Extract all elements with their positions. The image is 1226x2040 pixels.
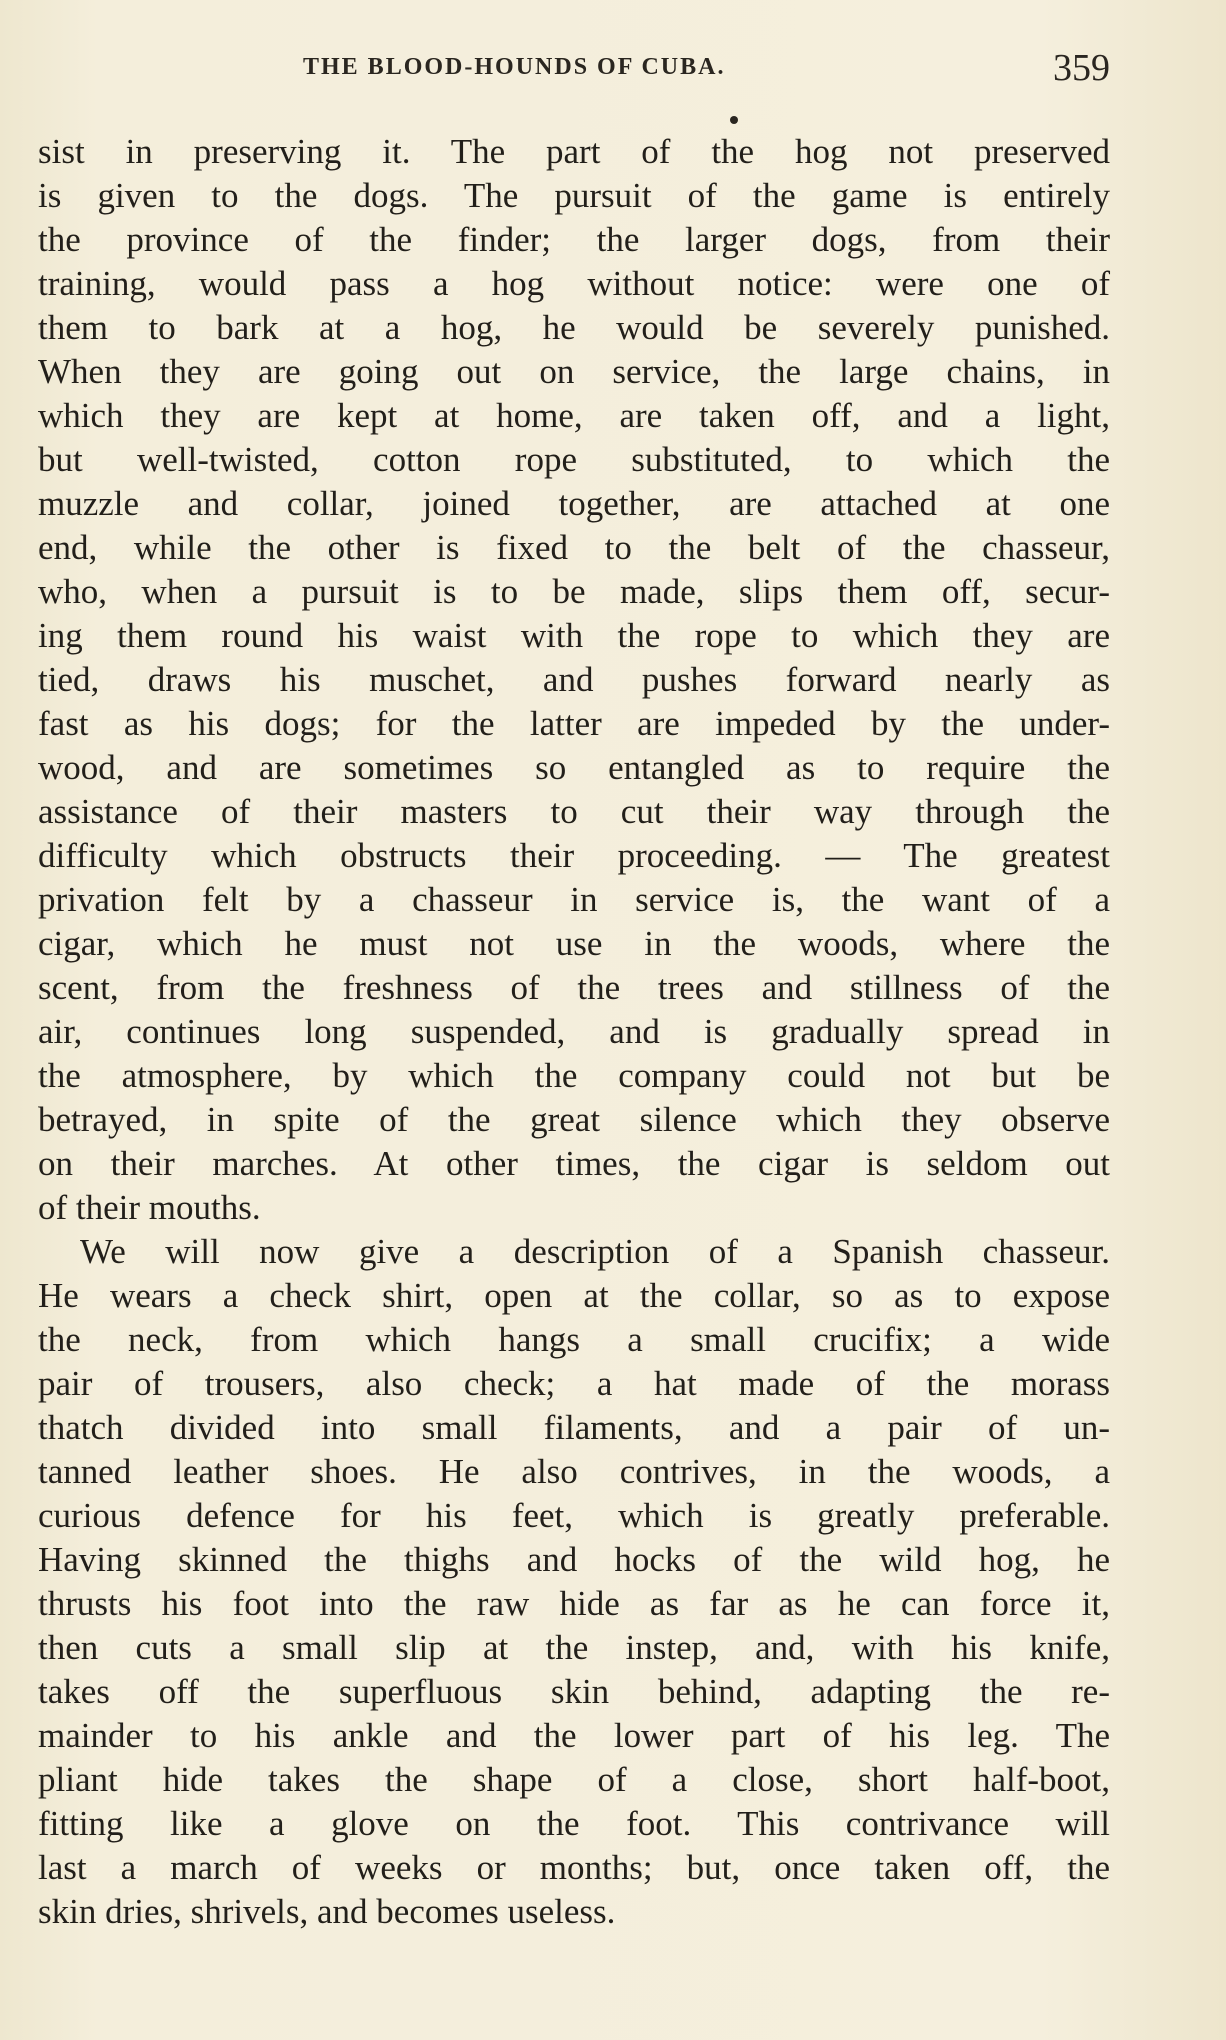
text-line: last a march of weeks or months; but, once taken off, the <box>38 1848 1110 1887</box>
text-line: pair of trousers, also check; a hat made of the morass <box>38 1364 1110 1403</box>
text-line: thrusts his foot into the raw hide as far as he can force it, <box>38 1584 1110 1623</box>
text-line: the atmosphere, by which the company could not but be <box>38 1056 1110 1095</box>
text-line: assistance of their masters to cut their way through the <box>38 792 1110 831</box>
text-line: pliant hide takes the shape of a close, short half-boot, <box>38 1760 1110 1799</box>
text-line: then cuts a small slip at the instep, and, with his knife, <box>38 1628 1110 1667</box>
text-line: the province of the finder; the larger dogs, from their <box>38 220 1110 259</box>
body-text <box>38 130 1110 1934</box>
text-line: which they are kept at home, are taken off, and a light, <box>38 396 1110 435</box>
page-number: 359 <box>1053 47 1110 89</box>
text-line: is given to the dogs. The pursuit of the game is entirely <box>38 176 1110 215</box>
running-head: THE BLOOD-HOUNDS OF CUBA. <box>303 54 726 80</box>
text-line: thatch divided into small filaments, and a pair of un- <box>38 1408 1110 1447</box>
text-line: We will now give a description of a Spanish chasseur. <box>80 1232 1110 1271</box>
paragraph-2 <box>38 1230 1110 1934</box>
text-line: of their mouths. <box>38 1188 261 1227</box>
text-line: end, while the other is fixed to the belt of the chasseur, <box>38 528 1110 567</box>
text-line: tanned leather shoes. He also contrives, in the woods, a <box>38 1452 1110 1491</box>
text-line: the neck, from which hangs a small crucifix; a wide <box>38 1320 1110 1359</box>
text-line: tied, draws his muschet, and pushes forward nearly as <box>38 660 1110 699</box>
text-line: on their marches. At other times, the cigar is seldom out <box>38 1144 1110 1183</box>
text-line: ing them round his waist with the rope to which they are <box>38 616 1110 655</box>
text-line: muzzle and collar, joined together, are attached at one <box>38 484 1110 523</box>
text-line: them to bark at a hog, he would be severely punished. <box>38 308 1110 347</box>
text-line: sist in preserving it. The part of the hog not preserved <box>38 132 1110 171</box>
text-line: privation felt by a chasseur in service is, the want of a <box>38 880 1110 919</box>
text-line: fitting like a glove on the foot. This contrivance will <box>38 1804 1110 1843</box>
text-line: cigar, which he must not use in the woods, where the <box>38 924 1110 963</box>
text-line: difficulty which obstructs their proceeding. — The greatest <box>38 836 1110 875</box>
text-line: Having skinned the thighs and hocks of the wild hog, he <box>38 1540 1110 1579</box>
text-line: skin dries, shrivels, and becomes useless. <box>38 1892 616 1931</box>
text-line: curious defence for his feet, which is greatly preferable. <box>38 1496 1110 1535</box>
text-line: betrayed, in spite of the great silence which they observe <box>38 1100 1110 1139</box>
text-line: When they are going out on service, the large chains, in <box>38 352 1110 391</box>
page-header <box>38 46 1110 96</box>
text-line: who, when a pursuit is to be made, slips them off, secur- <box>38 572 1110 611</box>
text-line: air, continues long suspended, and is gradually spread in <box>38 1012 1110 1051</box>
printer-mark <box>730 116 738 124</box>
text-line: He wears a check shirt, open at the collar, so as to expose <box>38 1276 1110 1315</box>
text-line: training, would pass a hog without notice: were one of <box>38 264 1110 303</box>
paragraph-1 <box>38 130 1110 1230</box>
text-line: mainder to his ankle and the lower part of his leg. The <box>38 1716 1110 1755</box>
text-line: but well-twisted, cotton rope substituted, to which the <box>38 440 1110 479</box>
text-line: fast as his dogs; for the latter are impeded by the under- <box>38 704 1110 743</box>
text-line: scent, from the freshness of the trees and stillness of the <box>38 968 1110 1007</box>
text-line: wood, and are sometimes so entangled as to require the <box>38 748 1110 787</box>
text-line: takes off the superfluous skin behind, adapting the re- <box>38 1672 1110 1711</box>
